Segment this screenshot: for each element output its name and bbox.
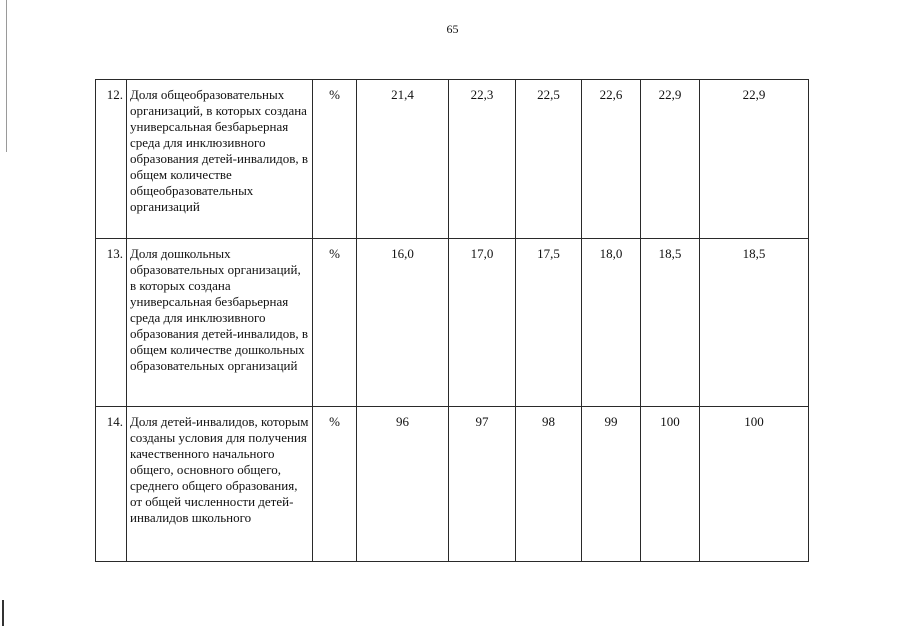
scan-edge-mark-bottom bbox=[2, 600, 4, 626]
row-number: 14. bbox=[96, 407, 127, 562]
unit-cell: % bbox=[313, 407, 357, 562]
value-cell: 97 bbox=[449, 407, 516, 562]
table-row bbox=[96, 239, 809, 407]
value-cell: 100 bbox=[700, 407, 809, 562]
page-number: 65 bbox=[446, 22, 459, 36]
value-cell: 18,5 bbox=[700, 239, 809, 407]
value-cell: 22,3 bbox=[449, 80, 516, 239]
value-cell: 16,0 bbox=[357, 239, 449, 407]
value-cell: 98 bbox=[516, 407, 582, 562]
unit-cell: % bbox=[313, 239, 357, 407]
row-number: 12. bbox=[96, 80, 127, 239]
indicators-table bbox=[95, 79, 809, 562]
value-cell: 17,5 bbox=[516, 239, 582, 407]
value-cell: 22,6 bbox=[582, 80, 641, 239]
indicator-description: Доля дошкольных образовательных организаций, в которых создана универсальная безбарьерная среда для инклюзивного образования детей-инвалидов, в общем количестве дошкольных образовательных организаций bbox=[127, 239, 313, 407]
value-cell: 22,9 bbox=[641, 80, 700, 239]
value-cell: 96 bbox=[357, 407, 449, 562]
indicator-description: Доля детей-инвалидов, которым созданы условия для получения качественного начального общего, основного общего, среднего общего образования, от общей численности детей-инвалидов школьного bbox=[127, 407, 313, 562]
unit-cell: % bbox=[313, 80, 357, 239]
row-number: 13. bbox=[96, 239, 127, 407]
indicator-description: Доля общеобразовательных организаций, в которых создана универсальная безбарьерная среда для инклюзивного образования детей-инвалидов, в общем количестве общеобразовательных организаций bbox=[127, 80, 313, 239]
value-cell: 100 bbox=[641, 407, 700, 562]
value-cell: 21,4 bbox=[357, 80, 449, 239]
table-row bbox=[96, 80, 809, 239]
value-cell: 22,5 bbox=[516, 80, 582, 239]
value-cell: 17,0 bbox=[449, 239, 516, 407]
value-cell: 99 bbox=[582, 407, 641, 562]
value-cell: 18,0 bbox=[582, 239, 641, 407]
value-cell: 18,5 bbox=[641, 239, 700, 407]
value-cell: 22,9 bbox=[700, 80, 809, 239]
table-row bbox=[96, 407, 809, 562]
